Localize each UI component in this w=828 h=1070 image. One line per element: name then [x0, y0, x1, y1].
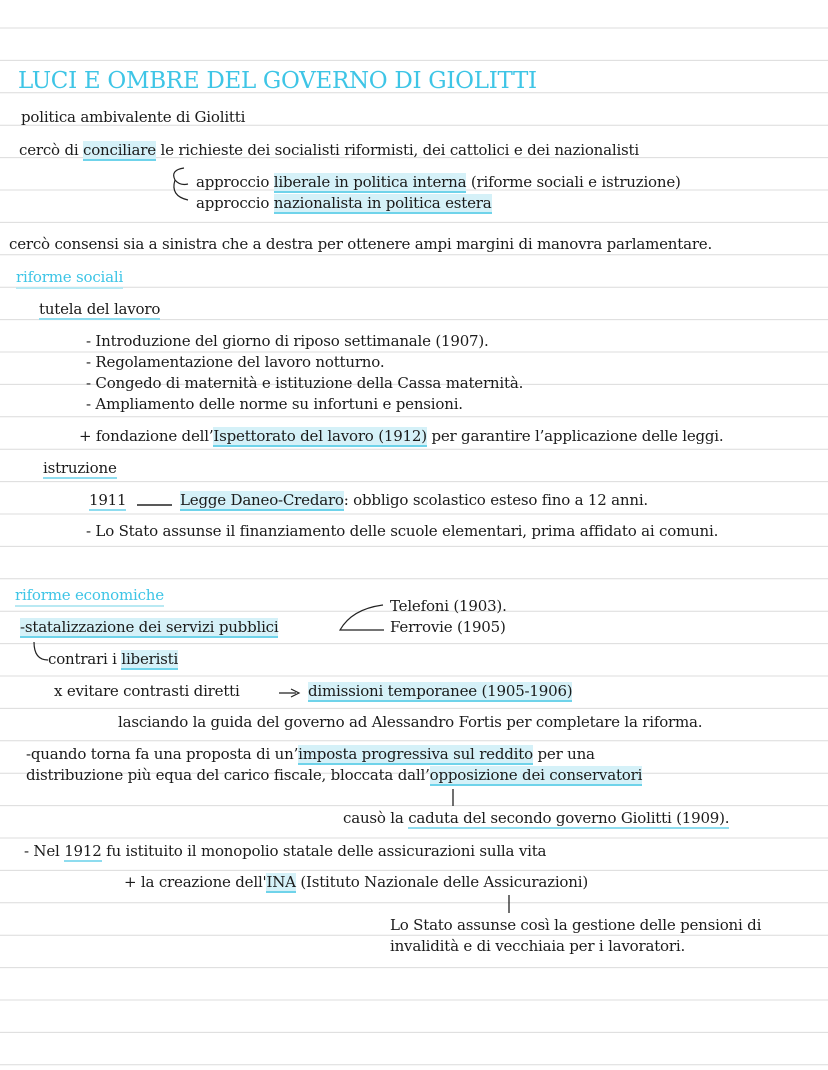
branch-nationalist: approccio nazionalista in politica estera	[196, 194, 492, 212]
monopolio-line: - Nel 1912 fu istituito il monopolio statale delle assicurazioni sulla vita	[24, 842, 547, 860]
labor-item-4: - Ampliamento delle norme su infortuni e pensioni.	[86, 395, 463, 413]
section-social-heading: riforme sociali	[16, 268, 123, 287]
telefoni-branch: Telefoni (1903).	[390, 597, 507, 615]
intro-line-2: cercò di conciliare le richieste dei socialisti riformisti, dei cattolici e dei nazionalisti	[19, 141, 639, 159]
highlight-conciliare: conciliare	[83, 141, 156, 159]
highlight-imposta: imposta progressiva sul reddito	[298, 745, 533, 763]
highlight-liberisti: liberisti	[121, 650, 179, 668]
fortis-line: lasciando la guida del governo ad Alessandro Fortis per completare la riforma.	[118, 713, 703, 731]
labor-item-2: - Regolamentazione del lavoro notturno.	[86, 353, 385, 371]
labor-heading: tutela del lavoro	[39, 300, 161, 318]
evitare-line: x evitare contrasti diretti	[54, 682, 240, 700]
education-year: 1911	[89, 491, 127, 509]
highlight-ispettorato: Ispettorato del lavoro (1912)	[213, 427, 427, 445]
education-state: - Lo Stato assunse il finanziamento delle scuole elementari, prima affidato ai comuni.	[86, 522, 719, 540]
caduta-line: causò la caduta del secondo governo Giolitti (1909).	[343, 809, 730, 827]
inspectorate-line: + fondazione dell’Ispettorato del lavoro (1912) per garantire l’applicazione delle leggi.	[79, 427, 724, 445]
highlight-daneo-credaro: Legge Daneo-Credaro	[180, 491, 344, 509]
consensi-line: cercò consensi sia a sinistra che a destra per ottenere ampi margini di manovra parlamentare.	[9, 235, 713, 253]
labor-item-3: - Congedo di maternità e istituzione della Cassa maternità.	[86, 374, 524, 392]
education-heading: istruzione	[43, 459, 117, 477]
dimissioni-line: dimissioni temporanee (1905-1906)	[308, 682, 573, 700]
ina-line: + la creazione dell'INA (Istituto Nazionale delle Assicurazioni)	[124, 873, 588, 891]
statalizzazione-line: -statalizzazione dei servizi pubblici	[20, 618, 279, 636]
branch-liberal: approccio liberale in politica interna (riforme sociali e istruzione)	[196, 173, 681, 191]
stato-line-1: Lo Stato assunse così la gestione delle pensioni di	[390, 916, 762, 934]
imposta-line: -quando torna fa una proposta di un’imposta progressiva sul reddito per una	[26, 745, 595, 763]
highlight-liberale: liberale in politica interna	[273, 173, 467, 191]
liberisti-line: contrari i liberisti	[48, 650, 179, 668]
intro-line-1: politica ambivalente di Giolitti	[21, 108, 246, 126]
highlight-opposizione: opposizione dei conservatori	[429, 766, 643, 784]
underline-caduta: caduta del secondo governo Giolitti (1909).	[408, 809, 730, 827]
page-title: LUCI E OMBRE DEL GOVERNO DI GIOLITTI	[18, 68, 537, 94]
distribuzione-line: distribuzione più equa del carico fiscale, bloccata dall’opposizione dei conservatori	[26, 766, 643, 784]
labor-item-1: - Introduzione del giorno di riposo settimanale (1907).	[86, 332, 489, 350]
highlight-nazionalista: nazionalista in politica estera	[273, 194, 492, 212]
section-economic-heading: riforme economiche	[15, 586, 164, 605]
ferrovie-branch: Ferrovie (1905)	[390, 618, 506, 636]
stato-line-2: invalidità e di vecchiaia per i lavoratori.	[390, 937, 686, 955]
highlight-ina: INA	[266, 873, 296, 891]
education-law: Legge Daneo-Credaro: obbligo scolastico esteso fino a 12 anni.	[180, 491, 648, 509]
underline-1912: 1912	[64, 842, 102, 860]
